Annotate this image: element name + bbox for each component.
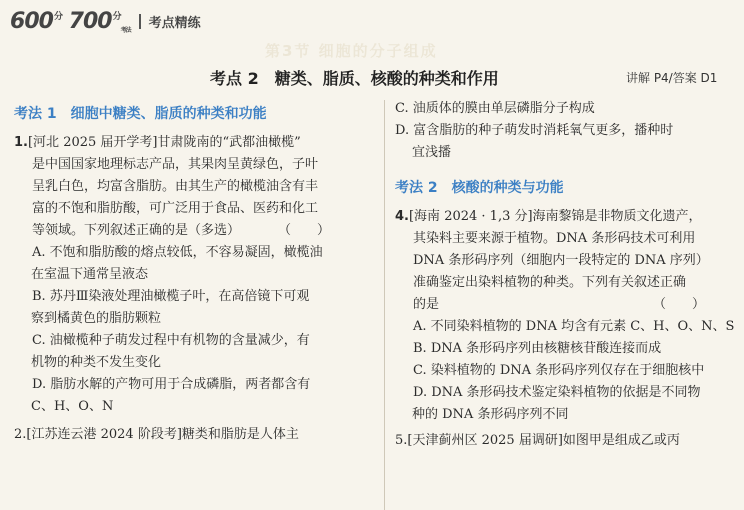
- column-divider: [384, 100, 385, 510]
- question-text: [河北 2025 届开学考]甘肃陇南的“武都油橄榄”: [27, 135, 301, 150]
- option-b: B. 苏丹Ⅲ染液处理油橄榄子叶，在高倍镜下可观: [32, 289, 310, 304]
- kaofa-1-heading: 考法 1 细胞中糖类、脂质的种类和功能: [14, 106, 267, 122]
- brand-logo: [10, 9, 131, 34]
- brand-tiny: 考法: [120, 26, 131, 34]
- option-c: C. 油质体的膜由单层磷脂分子构成: [395, 101, 595, 116]
- question-text: 的是: [413, 297, 440, 312]
- right-column: [395, 98, 735, 452]
- option-d-cont: 宜浅播: [412, 145, 452, 160]
- option-a-cont: 在室温下通常呈液态: [31, 267, 149, 282]
- option-d: D. DNA 条形码技术鉴定染料植物的依据是不同物: [413, 385, 701, 400]
- question-text: 等领域。下列叙述正确的是（多选）: [32, 223, 241, 238]
- option-d: D. 富含脂肪的种子萌发时消耗氧气更多，播种时: [395, 123, 674, 138]
- question-4: [395, 206, 735, 426]
- brand-digit: 00: [24, 8, 53, 34]
- option-d-cont: 种的 DNA 条形码序列不同: [412, 407, 569, 422]
- option-c: C. 油橄榄种子萌发过程中有机物的含量减少，有: [32, 333, 310, 348]
- option-d-cont: C、H、O、N: [31, 399, 114, 414]
- section-title: 考点 2 糖类、脂质、核酸的种类和作用: [210, 69, 499, 88]
- question-line: [14, 220, 374, 242]
- option-a: A. 不饱和脂肪酸的熔点较低，不容易凝固，橄榄油: [32, 245, 323, 260]
- brand-digit: 00: [82, 8, 112, 34]
- option-d: D. 脂肪水解的产物可用于合成磷脂，两者都含有: [32, 377, 311, 392]
- header-separator: [139, 14, 141, 29]
- question-line: [395, 294, 731, 316]
- brand-fen: 分: [112, 11, 121, 22]
- answer-reference: 讲解 P4/答案 D1: [626, 71, 718, 85]
- question-1: [14, 132, 374, 418]
- question-5-partial: 5.[天津蓟州区 2025 届调研]如图甲是组成乙或丙: [395, 433, 680, 448]
- spacer: [395, 164, 731, 178]
- kaofa-2-heading: 考法 2 核酸的种类与功能: [395, 180, 564, 196]
- question-line: DNA 条形码序列（细胞内一段特定的 DNA 序列）: [413, 253, 709, 268]
- answer-blank: （ ）: [278, 223, 331, 238]
- question-text: [海南 2024 · 1,3 分]海南黎锦是非物质文化遗产，: [408, 209, 702, 224]
- option-c-cont: 机物的种类不发生变化: [31, 355, 162, 370]
- question-2-partial: 2.[江苏连云港 2024 阶段考]糖类和脂肪是人体主: [14, 427, 299, 442]
- option-c: C. 染料植物的 DNA 条形码序列仅存在于细胞核中: [413, 363, 705, 378]
- question-line: 是中国国家地理标志产品，其果肉呈黄绿色，子叶: [32, 157, 319, 172]
- brand-digit: 7: [68, 8, 83, 34]
- page-header: [10, 4, 201, 38]
- question-line: 其染料主要来源于植物。DNA 条形码技术可利用: [413, 231, 696, 246]
- show-through-text: 第3节 细胞的分子组成: [265, 42, 438, 60]
- question-line: 富的不饱和脂肪酸，可广泛用于食品、医药和化工: [32, 201, 319, 216]
- question-number: 4.: [395, 209, 409, 224]
- question-line: [14, 132, 374, 154]
- brand-digit: 6: [10, 8, 25, 34]
- answer-blank: （ ）: [653, 297, 706, 312]
- question-line: 呈乳白色，均富含脂肪。由其生产的橄榄油含有丰: [32, 179, 319, 194]
- question-number: 1.: [14, 135, 28, 150]
- brand-fen: 分: [53, 11, 62, 22]
- option-b-cont: 察到橘黄色的脂肪颗粒: [31, 311, 162, 326]
- option-a: A. 不同染料植物的 DNA 均含有元素 C、H、O、N、S: [413, 319, 735, 334]
- question-line: [395, 206, 731, 228]
- left-column: [14, 104, 374, 446]
- header-tag: 考点精练: [148, 15, 201, 31]
- option-b: B. DNA 条形码序列由核糖核苷酸连接而成: [413, 341, 662, 356]
- question-line: 准确鉴定出染料植物的种类。下列有关叙述正确: [413, 275, 687, 290]
